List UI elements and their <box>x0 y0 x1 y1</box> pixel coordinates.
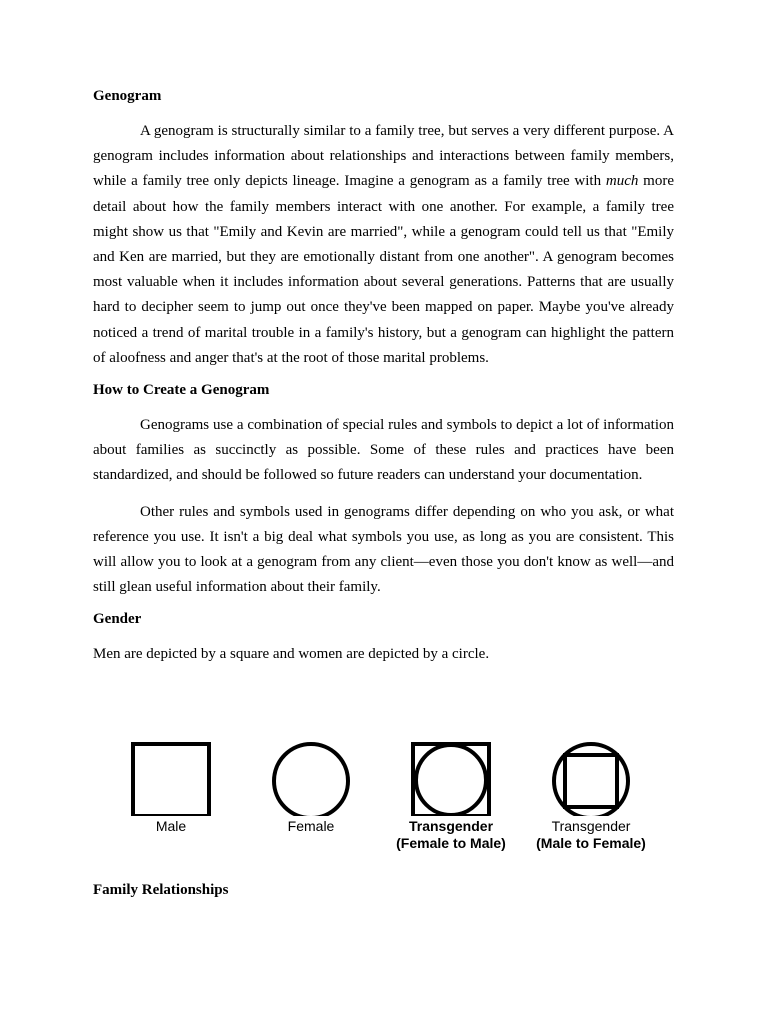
symbol-male <box>101 738 241 835</box>
symbol-sublabel: (Male to Female) <box>536 835 646 851</box>
symbol-label: Male <box>155 818 187 834</box>
heading-genogram: Genogram <box>93 88 162 104</box>
square-in-circle-icon <box>550 738 632 816</box>
symbol-transgender-ftm <box>381 738 521 852</box>
heading-gender: Gender <box>93 611 142 628</box>
female-circle-icon <box>270 738 352 816</box>
symbol-label: Transgender <box>551 818 631 834</box>
symbol-label: Female <box>287 818 335 834</box>
paragraph-other-rules: Other rules and symbols used in genograms differ depending on who you ask, or what reference you use. It isn't a big deal what symbols you use, as long as you are consistent. This will allow you to look at a genogram from any client—even those you don't know as well—and still glean useful information about their family. <box>93 503 674 596</box>
symbol-label: Transgender <box>408 818 494 834</box>
paragraph-text: A genogram is structurally similar to a family tree, but serves a very different purpose. A genogram includes information about relationships and interactions between family members, while a family tree only depicts lineage. Imagine a genogram as a family tree with <box>93 123 674 190</box>
symbol-female <box>241 738 381 835</box>
emphasis-text: much <box>605 173 639 190</box>
paragraph-rules: Genograms use a combination of special rules and symbols to depict a lot of information about families as succinctly as possible. Some of these rules and practices have been standardized, and should be followed so future readers can understand your documentation. <box>93 417 674 484</box>
circle-in-square-icon <box>410 738 492 816</box>
male-square-icon <box>130 738 212 816</box>
heading-family-relationships: Family Relationships <box>93 882 229 898</box>
paragraph-genogram-intro <box>93 119 674 371</box>
symbol-sublabel: (Female to Male) <box>396 835 506 851</box>
paragraph-gender: Men are depicted by a square and women are depicted by a circle. <box>93 646 490 663</box>
paragraph-text: more detail about how the family members interact with one another. For example, a family tree might show us that "Emily and Kevin are married", while a genogram could tell us that "Emily and Ken are married, but they are emotionally distant from one another". A genogram becomes most valuable when it includes information about several generations. Patterns that are usually hard to decipher seem to jump out once they've been mapped on paper. Maybe you've already noticed a trend of marital trouble in a family's history, but a genogram can highlight the pattern of aloofness and anger that's at the root of those marital problems. <box>93 173 674 366</box>
symbol-transgender-mtf <box>521 738 661 852</box>
heading-how-to-create: How to Create a Genogram <box>93 382 270 399</box>
document-body <box>93 86 674 668</box>
gender-symbols-figure <box>93 738 674 868</box>
